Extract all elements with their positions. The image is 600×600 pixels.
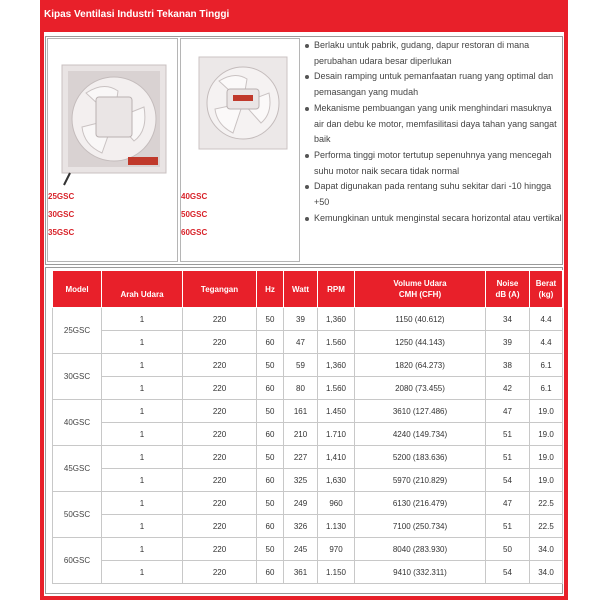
model-label: 60GSC bbox=[181, 228, 208, 237]
left-border bbox=[40, 32, 44, 600]
col-header-rpm: RPM bbox=[318, 271, 355, 308]
arah-cell: 1 bbox=[102, 538, 183, 561]
watt-cell: 39 bbox=[284, 308, 318, 331]
exhaust-fan-image-1 bbox=[56, 61, 171, 191]
hz-cell: 60 bbox=[257, 469, 284, 492]
watt-cell: 245 bbox=[284, 538, 318, 561]
tegangan-cell: 220 bbox=[183, 377, 257, 400]
noise-cell: 51 bbox=[486, 423, 530, 446]
hz-cell: 50 bbox=[257, 400, 284, 423]
model-cell: 25GSC bbox=[53, 308, 102, 354]
hz-cell: 60 bbox=[257, 515, 284, 538]
col-header-noise bbox=[486, 271, 530, 308]
hz-cell: 50 bbox=[257, 354, 284, 377]
noise-cell: 54 bbox=[486, 469, 530, 492]
table-row bbox=[53, 538, 563, 561]
arah-cell: 1 bbox=[102, 423, 183, 446]
berat-cell: 4.4 bbox=[530, 308, 563, 331]
table-row bbox=[53, 515, 563, 538]
arah-cell: 1 bbox=[102, 469, 183, 492]
product-panel bbox=[40, 0, 568, 600]
tegangan-cell: 220 bbox=[183, 331, 257, 354]
col-header-arah-udara bbox=[102, 271, 183, 308]
volume-label-1: Volume Udara bbox=[393, 279, 447, 288]
exhaust-fan-image-2 bbox=[193, 53, 293, 163]
berat-cell: 34.0 bbox=[530, 561, 563, 584]
rpm-cell: 1.130 bbox=[318, 515, 355, 538]
table-header-row bbox=[53, 271, 563, 308]
arah-cell: 1 bbox=[102, 400, 183, 423]
arah-cell: 1 bbox=[102, 308, 183, 331]
arah-cell: 1 bbox=[102, 515, 183, 538]
volume-cell: 1820 (64.273) bbox=[355, 354, 486, 377]
noise-cell: 42 bbox=[486, 377, 530, 400]
volume-cell: 7100 (250.734) bbox=[355, 515, 486, 538]
hz-cell: 50 bbox=[257, 308, 284, 331]
berat-cell: 6.1 bbox=[530, 354, 563, 377]
volume-cell: 5970 (210.829) bbox=[355, 469, 486, 492]
volume-cell: 9410 (332.311) bbox=[355, 561, 486, 584]
arah-cell: 1 bbox=[102, 377, 183, 400]
volume-cell: 8040 (283.930) bbox=[355, 538, 486, 561]
berat-cell: 22.5 bbox=[530, 515, 563, 538]
hz-cell: 50 bbox=[257, 492, 284, 515]
model-cell: 45GSC bbox=[53, 446, 102, 492]
table-row bbox=[53, 446, 563, 469]
rpm-cell: 1.560 bbox=[318, 377, 355, 400]
feature-list bbox=[303, 38, 563, 226]
rpm-cell: 960 bbox=[318, 492, 355, 515]
berat-cell: 19.0 bbox=[530, 469, 563, 492]
arah-cell: 1 bbox=[102, 446, 183, 469]
table-row bbox=[53, 423, 563, 446]
model-label: 50GSC bbox=[181, 210, 208, 219]
rpm-cell: 1,360 bbox=[318, 308, 355, 331]
feature-item: Desain ramping untuk pemanfaatan ruang yang optimal dan pemasangan yang mudah bbox=[303, 69, 563, 100]
arah-cell: 1 bbox=[102, 561, 183, 584]
noise-label-2: dB (A) bbox=[495, 290, 520, 299]
noise-label-1: Noise bbox=[496, 279, 519, 288]
watt-cell: 326 bbox=[284, 515, 318, 538]
hz-cell: 60 bbox=[257, 561, 284, 584]
berat-label-2: (kg) bbox=[538, 290, 554, 299]
noise-cell: 38 bbox=[486, 354, 530, 377]
hz-cell: 60 bbox=[257, 377, 284, 400]
col-header-model: Model bbox=[53, 271, 102, 308]
noise-cell: 51 bbox=[486, 515, 530, 538]
feature-item: Dapat digunakan pada rentang suhu sekitar dari -10 hingga +50 bbox=[303, 179, 563, 210]
volume-cell: 1250 (44.143) bbox=[355, 331, 486, 354]
model-cell: 30GSC bbox=[53, 354, 102, 400]
table-row bbox=[53, 469, 563, 492]
watt-cell: 47 bbox=[284, 331, 318, 354]
col-header-hz: Hz bbox=[257, 271, 284, 308]
product-2-models bbox=[181, 188, 207, 242]
watt-cell: 361 bbox=[284, 561, 318, 584]
noise-cell: 50 bbox=[486, 538, 530, 561]
volume-cell: 6130 (216.479) bbox=[355, 492, 486, 515]
arah-cell: 1 bbox=[102, 331, 183, 354]
model-label: 30GSC bbox=[48, 210, 75, 219]
watt-cell: 59 bbox=[284, 354, 318, 377]
feature-item: Kemungkinan untuk menginstal secara horizontal atau vertikal bbox=[303, 211, 563, 227]
model-cell: 50GSC bbox=[53, 492, 102, 538]
berat-cell: 22.5 bbox=[530, 492, 563, 515]
watt-cell: 210 bbox=[284, 423, 318, 446]
col-header-tegangan: Tegangan bbox=[183, 271, 257, 308]
berat-cell: 34.0 bbox=[530, 538, 563, 561]
tegangan-cell: 220 bbox=[183, 423, 257, 446]
rpm-cell: 1.710 bbox=[318, 423, 355, 446]
right-border bbox=[564, 32, 568, 600]
rpm-cell: 1,360 bbox=[318, 354, 355, 377]
tegangan-cell: 220 bbox=[183, 354, 257, 377]
title-bar bbox=[40, 0, 568, 32]
noise-cell: 47 bbox=[486, 400, 530, 423]
model-cell: 60GSC bbox=[53, 538, 102, 584]
table-row bbox=[53, 331, 563, 354]
hz-cell: 50 bbox=[257, 538, 284, 561]
rpm-cell: 970 bbox=[318, 538, 355, 561]
watt-cell: 325 bbox=[284, 469, 318, 492]
tegangan-cell: 220 bbox=[183, 308, 257, 331]
volume-cell: 3610 (127.486) bbox=[355, 400, 486, 423]
arah-cell: 1 bbox=[102, 492, 183, 515]
volume-label-2: CMH (CFH) bbox=[398, 290, 442, 299]
arah-cell: 1 bbox=[102, 354, 183, 377]
tegangan-cell: 220 bbox=[183, 561, 257, 584]
tegangan-cell: 220 bbox=[183, 538, 257, 561]
volume-cell: 2080 (73.455) bbox=[355, 377, 486, 400]
hz-cell: 60 bbox=[257, 423, 284, 446]
panel-title: Kipas Ventilasi Industri Tekanan Tinggi bbox=[44, 9, 230, 20]
feature-item: Mekanisme pembuangan yang unik menghindari masuknya air dan debu ke motor, memfasilitasi daya tahan yang sangat baik bbox=[303, 101, 563, 148]
berat-cell: 19.0 bbox=[530, 400, 563, 423]
feature-item: Performa tinggi motor tertutup sepenuhnya yang mencegah suhu motor naik secara tidak normal bbox=[303, 148, 563, 179]
berat-cell: 4.4 bbox=[530, 331, 563, 354]
product-1-models bbox=[48, 188, 74, 242]
rpm-cell: 1.450 bbox=[318, 400, 355, 423]
table-row bbox=[53, 561, 563, 584]
watt-cell: 161 bbox=[284, 400, 318, 423]
watt-cell: 249 bbox=[284, 492, 318, 515]
col-header-arah-label: Arah Udara bbox=[120, 289, 164, 299]
bottom-border bbox=[40, 596, 568, 600]
watt-cell: 227 bbox=[284, 446, 318, 469]
table-row bbox=[53, 308, 563, 331]
model-label: 40GSC bbox=[181, 192, 208, 201]
model-label: 25GSC bbox=[48, 192, 75, 201]
berat-cell: 19.0 bbox=[530, 446, 563, 469]
model-label: 35GSC bbox=[48, 228, 75, 237]
tegangan-cell: 220 bbox=[183, 469, 257, 492]
noise-cell: 39 bbox=[486, 331, 530, 354]
rpm-cell: 1,410 bbox=[318, 446, 355, 469]
col-header-watt: Watt bbox=[284, 271, 318, 308]
spec-table bbox=[52, 270, 563, 584]
feature-item: Berlaku untuk pabrik, gudang, dapur restoran di mana perubahan udara besar diperlukan bbox=[303, 38, 563, 69]
hz-cell: 50 bbox=[257, 446, 284, 469]
tegangan-cell: 220 bbox=[183, 515, 257, 538]
noise-cell: 34 bbox=[486, 308, 530, 331]
volume-cell: 1150 (40.612) bbox=[355, 308, 486, 331]
rpm-cell: 1.150 bbox=[318, 561, 355, 584]
table-row bbox=[53, 400, 563, 423]
tegangan-cell: 220 bbox=[183, 492, 257, 515]
table-row bbox=[53, 377, 563, 400]
col-header-berat bbox=[530, 271, 563, 308]
model-cell: 40GSC bbox=[53, 400, 102, 446]
noise-cell: 51 bbox=[486, 446, 530, 469]
tegangan-cell: 220 bbox=[183, 400, 257, 423]
tegangan-cell: 220 bbox=[183, 446, 257, 469]
watt-cell: 80 bbox=[284, 377, 318, 400]
rpm-cell: 1.560 bbox=[318, 331, 355, 354]
noise-cell: 47 bbox=[486, 492, 530, 515]
noise-cell: 54 bbox=[486, 561, 530, 584]
table-row bbox=[53, 354, 563, 377]
table-row bbox=[53, 492, 563, 515]
col-header-volume bbox=[355, 271, 486, 308]
rpm-cell: 1,630 bbox=[318, 469, 355, 492]
hz-cell: 60 bbox=[257, 331, 284, 354]
volume-cell: 5200 (183.636) bbox=[355, 446, 486, 469]
berat-label-1: Berat bbox=[535, 279, 557, 288]
berat-cell: 6.1 bbox=[530, 377, 563, 400]
volume-cell: 4240 (149.734) bbox=[355, 423, 486, 446]
berat-cell: 19.0 bbox=[530, 423, 563, 446]
